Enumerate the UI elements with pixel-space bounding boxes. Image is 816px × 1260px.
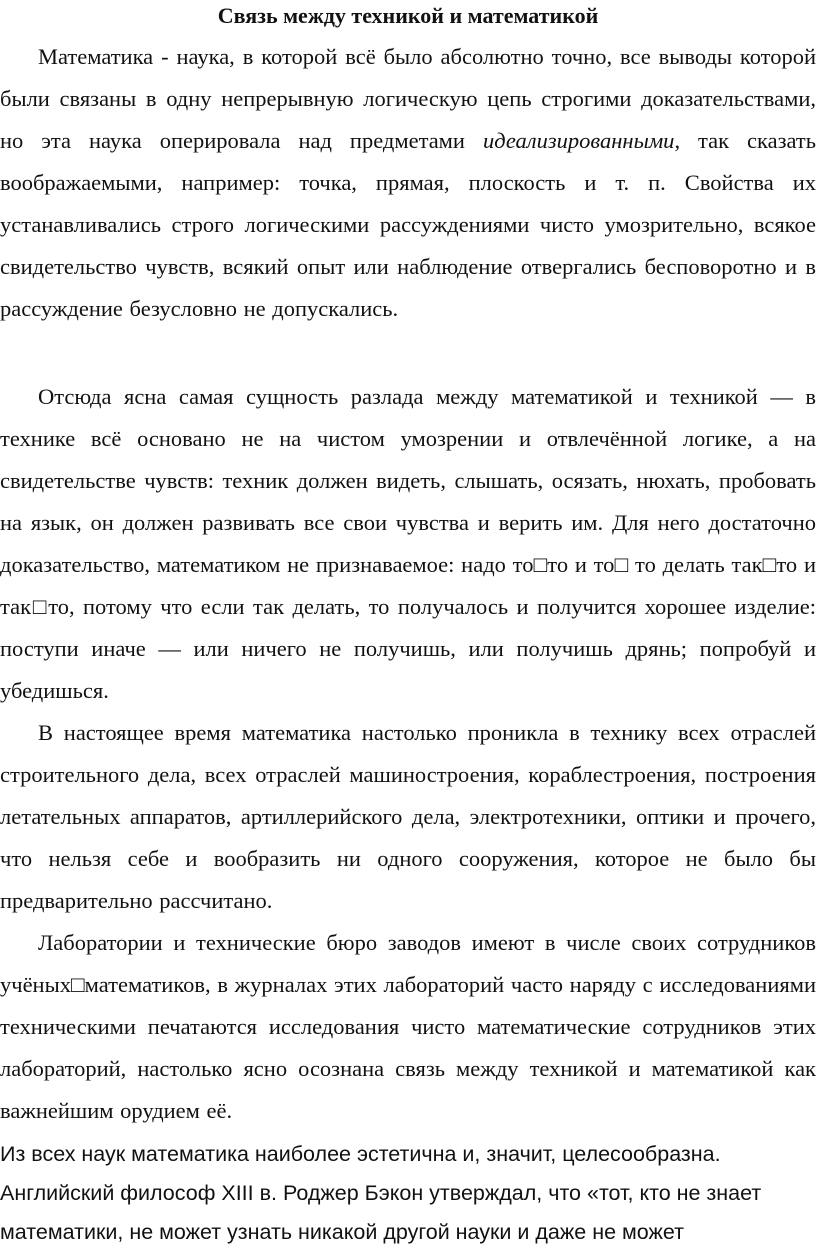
paragraph-1-italic-term: идеализированными (482, 128, 675, 153)
sans-line-2: Английский философ XIII в. Роджер Бэкон утверждал, что «тот, кто не знает (0, 1181, 762, 1205)
paragraph-1 (0, 36, 816, 330)
paragraph-1-text-a: Математика - наука, в которой всё было абсолютно точно, все выводы которой были связаны в одну непрерывную логическую цепь строгими доказательствами, но эта наука оперировала над предметами (0, 44, 816, 153)
paragraph-1-text-b: , так сказать воображаемыми, например: точка, прямая, плоскость и т. п. Свойства их устанавливались строго логическими рассуждениями чисто умозрительно, всякое свидетельство чувств, всякий опыт или наблюдение отвергались бесповоротно и в рассуждение безусловно не допускались. (0, 128, 816, 321)
paragraph-4: Лаборатории и технические бюро заводов имеют в числе своих сотрудников учёных□математиков, в журналах этих лабораторий часто наряду с исследованиями техническими печатаются исследования чисто математические сотрудников этих лабораторий, настолько ясно осознана связь между техникой и математикой как важнейшим орудием её. (0, 930, 816, 1123)
paragraph-2: Отсюда ясна самая сущность разлада между математикой и техникой — в технике всё основано не на чистом умозрении и отвлечённой логике, а на свидетельстве чувств: техник должен видеть, слышать, осязать, нюхать, пробовать на язык, он должен развивать все свои чувства и верить им. Для него достаточно доказательство, математиком не признаваемое: надо то□то и то□ то делать так□то и так□то, потому что если так делать, то получалось и получится хорошее изделие: поступи иначе — или ничего не получишь, или получишь дрянь; попробуй и убедишься. (0, 384, 816, 703)
sans-line-1: Из всех наук математика наиболее эстетична и, значит, целесообразна. (0, 1142, 721, 1166)
sans-line-3: математики, не может узнать никакой другой науки и даже не может (0, 1220, 684, 1244)
sans-serif-text-block (0, 1135, 816, 1252)
page-title: Связь между техникой и математикой (217, 3, 599, 28)
paragraph-3: В настоящее время математика настолько проникла в технику всех отраслей строительного дела, всех отраслей машиностроения, кораблестроения, построения летательных аппаратов, артиллерийского дела, электротехники, оптики и прочего, что нельзя себе и вообразить ни одного сооружения, которое не было бы предварительно рассчитано. (0, 720, 816, 913)
